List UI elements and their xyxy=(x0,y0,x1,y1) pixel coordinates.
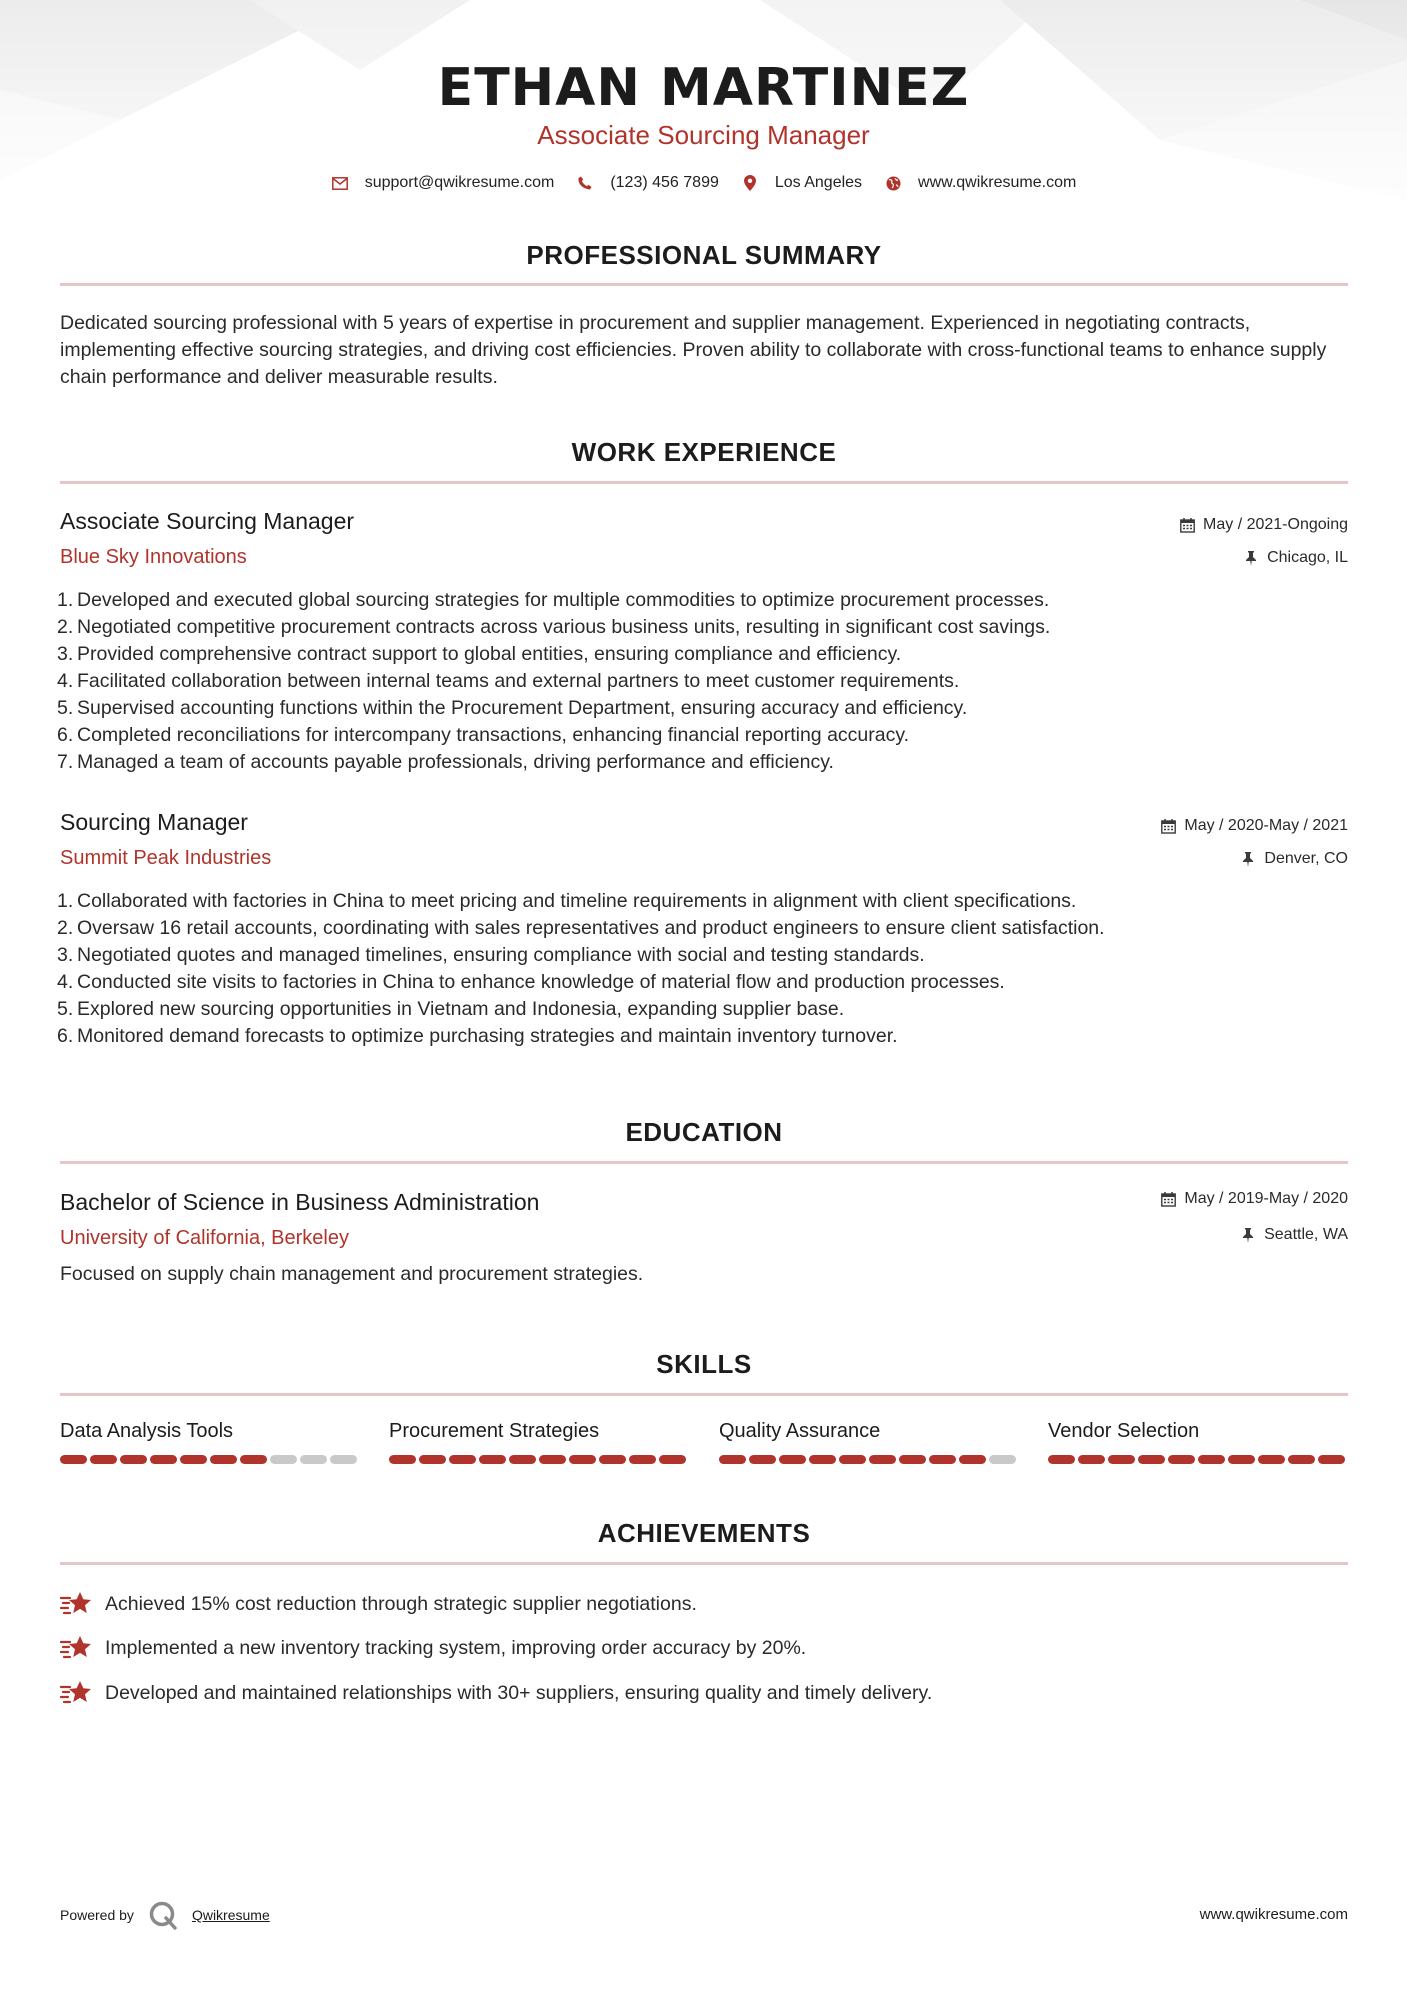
skill-segment-empty xyxy=(270,1455,297,1464)
job-bullet-list xyxy=(57,888,1347,1050)
contact-phone[interactable] xyxy=(576,174,719,192)
bullet-text: Managed a team of accounts payable professionals, driving performance and efficiency. xyxy=(77,751,834,773)
skill-segment-filled xyxy=(210,1455,237,1464)
globe-icon xyxy=(884,174,902,192)
bullet-text: Collaborated with factories in China to meet pricing and timeline requirements in alignment with client specifications. xyxy=(77,890,1077,912)
skill-segment-empty xyxy=(300,1455,327,1464)
skill-name: Quality Assurance xyxy=(719,1420,881,1442)
experience-heading: WORK EXPERIENCE xyxy=(571,437,837,467)
shooting-star-icon xyxy=(60,1679,92,1707)
list-item: 6. Completed reconciliations for intercompany transactions, enhancing financial reporting accuracy. xyxy=(57,722,1347,749)
job-bullet-list xyxy=(57,587,1347,776)
skill-segment-filled xyxy=(539,1455,566,1464)
list-item: 1. Developed and executed global sourcing strategies for multiple commodities to optimize procurement processes. xyxy=(57,587,1347,614)
qwikresume-link[interactable]: Qwikresume xyxy=(191,1907,270,1923)
skill-segment-filled xyxy=(869,1455,896,1464)
job-dates xyxy=(1179,516,1348,534)
contact-email[interactable] xyxy=(331,174,555,192)
skill-level-bar xyxy=(60,1455,360,1464)
contact-phone-text: (123) 456 7899 xyxy=(610,174,719,191)
list-item: 5. Explored new sourcing opportunities in Vietnam and Indonesia, expanding supplier base. xyxy=(57,996,1347,1023)
job-location xyxy=(1243,549,1348,567)
candidate-name: ETHAN MARTINEZ xyxy=(437,58,970,118)
list-item: 5. Supervised accounting functions within the Procurement Department, ensuring accuracy and efficiency. xyxy=(57,695,1347,722)
bullet-text: Conducted site visits to factories in China to enhance knowledge of material flow and production processes. xyxy=(77,971,1005,993)
skill-segment-filled xyxy=(809,1455,836,1464)
skill-name: Data Analysis Tools xyxy=(60,1420,234,1442)
calendar-icon xyxy=(1179,517,1195,533)
skill-item xyxy=(60,1420,360,1464)
bullet-text: Monitored demand forecasts to optimize purchasing strategies and maintain inventory turnover. xyxy=(77,1025,898,1047)
job-location-text: Chicago, IL xyxy=(1267,549,1348,566)
skill-level-bar xyxy=(719,1455,1019,1464)
achievement-item xyxy=(60,1679,932,1707)
skill-segment-filled xyxy=(90,1455,117,1464)
qwikresume-logo-icon xyxy=(148,1900,178,1930)
calendar-icon xyxy=(1160,1191,1176,1207)
phone-icon xyxy=(576,174,594,192)
skill-segment-filled xyxy=(719,1455,746,1464)
bullet-text: Facilitated collaboration between internal teams and external partners to meet customer requirements. xyxy=(77,670,960,692)
bullet-text: Developed and executed global sourcing strategies for multiple commodities to optimize procurement processes. xyxy=(77,589,1050,611)
contact-website[interactable] xyxy=(884,174,1076,192)
skill-segment-filled xyxy=(1168,1455,1195,1464)
skill-segment-filled xyxy=(120,1455,147,1464)
job-role: Associate Sourcing Manager xyxy=(60,508,355,534)
skill-segment-empty xyxy=(330,1455,357,1464)
shooting-star-icon xyxy=(60,1634,92,1662)
skill-segment-filled xyxy=(629,1455,656,1464)
skill-segment-filled xyxy=(599,1455,626,1464)
achievements-divider xyxy=(60,1562,1348,1565)
skill-segment-filled xyxy=(1228,1455,1255,1464)
education-degree: Bachelor of Science in Business Administration xyxy=(60,1189,540,1215)
skill-segment-filled xyxy=(1108,1455,1135,1464)
education-location xyxy=(1240,1226,1348,1244)
skill-segment-filled xyxy=(1198,1455,1225,1464)
list-item: 7. Managed a team of accounts payable professionals, driving performance and efficiency. xyxy=(57,749,1347,776)
skills-heading: SKILLS xyxy=(656,1349,752,1379)
summary-divider xyxy=(60,283,1348,286)
skill-segment-filled xyxy=(180,1455,207,1464)
list-item: 2. Negotiated competitive procurement contracts across various business units, resulting in significant cost savings. xyxy=(57,614,1347,641)
skill-segment-filled xyxy=(659,1455,686,1464)
bullet-text: Negotiated competitive procurement contracts across various business units, resulting in significant cost savings. xyxy=(77,616,1051,638)
skill-name: Vendor Selection xyxy=(1048,1420,1200,1442)
education-description: Focused on supply chain management and procurement strategies. xyxy=(60,1263,644,1285)
skill-segment-filled xyxy=(509,1455,536,1464)
bullet-text: Explored new sourcing opportunities in Vietnam and Indonesia, expanding supplier base. xyxy=(77,998,845,1020)
skill-segment-filled xyxy=(1078,1455,1105,1464)
contact-email-text: support@qwikresume.com xyxy=(364,174,555,191)
list-item: 4. Conducted site visits to factories in China to enhance knowledge of material flow and production processes. xyxy=(57,969,1347,996)
job-dates-text: May / 2021-Ongoing xyxy=(1203,516,1348,533)
footer-powered-by xyxy=(60,1900,270,1930)
list-item: 3. Negotiated quotes and managed timelines, ensuring compliance with social and testing standards. xyxy=(57,942,1347,969)
list-item: 1. Collaborated with factories in China to meet pricing and timeline requirements in alignment with client specifications. xyxy=(57,888,1347,915)
skill-segment-empty xyxy=(989,1455,1016,1464)
bullet-text: Completed reconciliations for intercompany transactions, enhancing financial reporting accuracy. xyxy=(77,724,910,746)
pushpin-icon xyxy=(1240,851,1256,867)
skill-item xyxy=(389,1420,689,1464)
job-dates-text: May / 2020-May / 2021 xyxy=(1184,817,1348,834)
pushpin-icon xyxy=(1240,1227,1256,1243)
education-school: University of California, Berkeley xyxy=(60,1227,349,1249)
skill-level-bar xyxy=(389,1455,689,1464)
skill-segment-filled xyxy=(1318,1455,1345,1464)
contact-location-text: Los Angeles xyxy=(774,174,863,191)
candidate-title: Associate Sourcing Manager xyxy=(537,120,870,150)
skill-segment-filled xyxy=(449,1455,476,1464)
powered-by-label: Powered by xyxy=(60,1907,134,1923)
skill-segment-filled xyxy=(1258,1455,1285,1464)
contact-bar xyxy=(0,174,1407,192)
skill-segment-filled xyxy=(899,1455,926,1464)
skills-divider xyxy=(60,1393,1348,1396)
job-location-text: Denver, CO xyxy=(1264,850,1348,867)
list-item: 3. Provided comprehensive contract support to global entities, ensuring compliance and efficiency. xyxy=(57,641,1347,668)
education-divider xyxy=(60,1161,1348,1164)
map-pin-icon xyxy=(741,174,759,192)
skill-segment-filled xyxy=(1288,1455,1315,1464)
skill-segment-filled xyxy=(1048,1455,1075,1464)
bullet-text: Oversaw 16 retail accounts, coordinating with sales representatives and product engineers to ensure client satisfaction. xyxy=(77,917,1105,939)
job-company: Summit Peak Industries xyxy=(60,847,272,869)
skill-segment-filled xyxy=(569,1455,596,1464)
skill-segment-filled xyxy=(419,1455,446,1464)
list-item: 6. Monitored demand forecasts to optimize purchasing strategies and maintain inventory turnover. xyxy=(57,1023,1347,1050)
skill-segment-filled xyxy=(749,1455,776,1464)
summary-text: Dedicated sourcing professional with 5 years of expertise in procurement and supplier management. Experienced in negotiating contracts, implementing effective sourcing strategies, and driving cost efficiencies. Proven ability to collaborate with cross-functional teams to enhance supply chain performance and deliver measurable results. xyxy=(60,312,1327,388)
education-dates xyxy=(1160,1190,1348,1208)
bullet-text: Negotiated quotes and managed timelines, ensuring compliance with social and testing standards. xyxy=(77,944,925,966)
skill-segment-filled xyxy=(389,1455,416,1464)
job-location xyxy=(1240,850,1348,868)
envelope-icon xyxy=(331,174,349,192)
pushpin-icon xyxy=(1243,550,1259,566)
job-company: Blue Sky Innovations xyxy=(60,546,247,568)
skill-segment-filled xyxy=(1138,1455,1165,1464)
achievement-text: Implemented a new inventory tracking system, improving order accuracy by 20%. xyxy=(105,1636,807,1659)
skill-segment-filled xyxy=(779,1455,806,1464)
shooting-star-icon xyxy=(60,1590,92,1618)
skill-segment-filled xyxy=(60,1455,87,1464)
education-heading: EDUCATION xyxy=(625,1117,783,1147)
skill-item xyxy=(1048,1420,1348,1464)
calendar-icon xyxy=(1160,818,1176,834)
list-item: 2. Oversaw 16 retail accounts, coordinating with sales representatives and product engineers to ensure client satisfaction. xyxy=(57,915,1347,942)
skill-item xyxy=(719,1420,1019,1464)
contact-website-text: www.qwikresume.com xyxy=(918,174,1077,191)
skill-name: Procurement Strategies xyxy=(389,1420,600,1442)
education-dates-text: May / 2019-May / 2020 xyxy=(1184,1190,1348,1207)
job-role: Sourcing Manager xyxy=(60,809,248,835)
bullet-text: Supervised accounting functions within the Procurement Department, ensuring accuracy and efficiency. xyxy=(77,697,968,719)
skill-level-bar xyxy=(1048,1455,1348,1464)
skill-segment-filled xyxy=(479,1455,506,1464)
experience-divider xyxy=(60,481,1348,484)
skill-segment-filled xyxy=(839,1455,866,1464)
job-dates xyxy=(1160,817,1348,835)
achievements-heading: ACHIEVEMENTS xyxy=(597,1518,811,1548)
achievement-item xyxy=(60,1590,697,1618)
bullet-text: Provided comprehensive contract support to global entities, ensuring compliance and efficiency. xyxy=(77,643,902,665)
summary-heading: PROFESSIONAL SUMMARY xyxy=(526,240,882,270)
contact-location xyxy=(741,174,862,192)
footer-url[interactable]: www.qwikresume.com xyxy=(1199,1906,1348,1923)
list-item: 4. Facilitated collaboration between internal teams and external partners to meet customer requirements. xyxy=(57,668,1347,695)
achievement-text: Achieved 15% cost reduction through strategic supplier negotiations. xyxy=(105,1592,697,1615)
skill-segment-filled xyxy=(240,1455,267,1464)
skill-segment-filled xyxy=(929,1455,956,1464)
skill-segment-filled xyxy=(959,1455,986,1464)
achievement-item xyxy=(60,1634,806,1662)
achievement-text: Developed and maintained relationships with 30+ suppliers, ensuring quality and timely delivery. xyxy=(105,1681,933,1704)
education-location-text: Seattle, WA xyxy=(1264,1226,1348,1243)
skill-segment-filled xyxy=(150,1455,177,1464)
